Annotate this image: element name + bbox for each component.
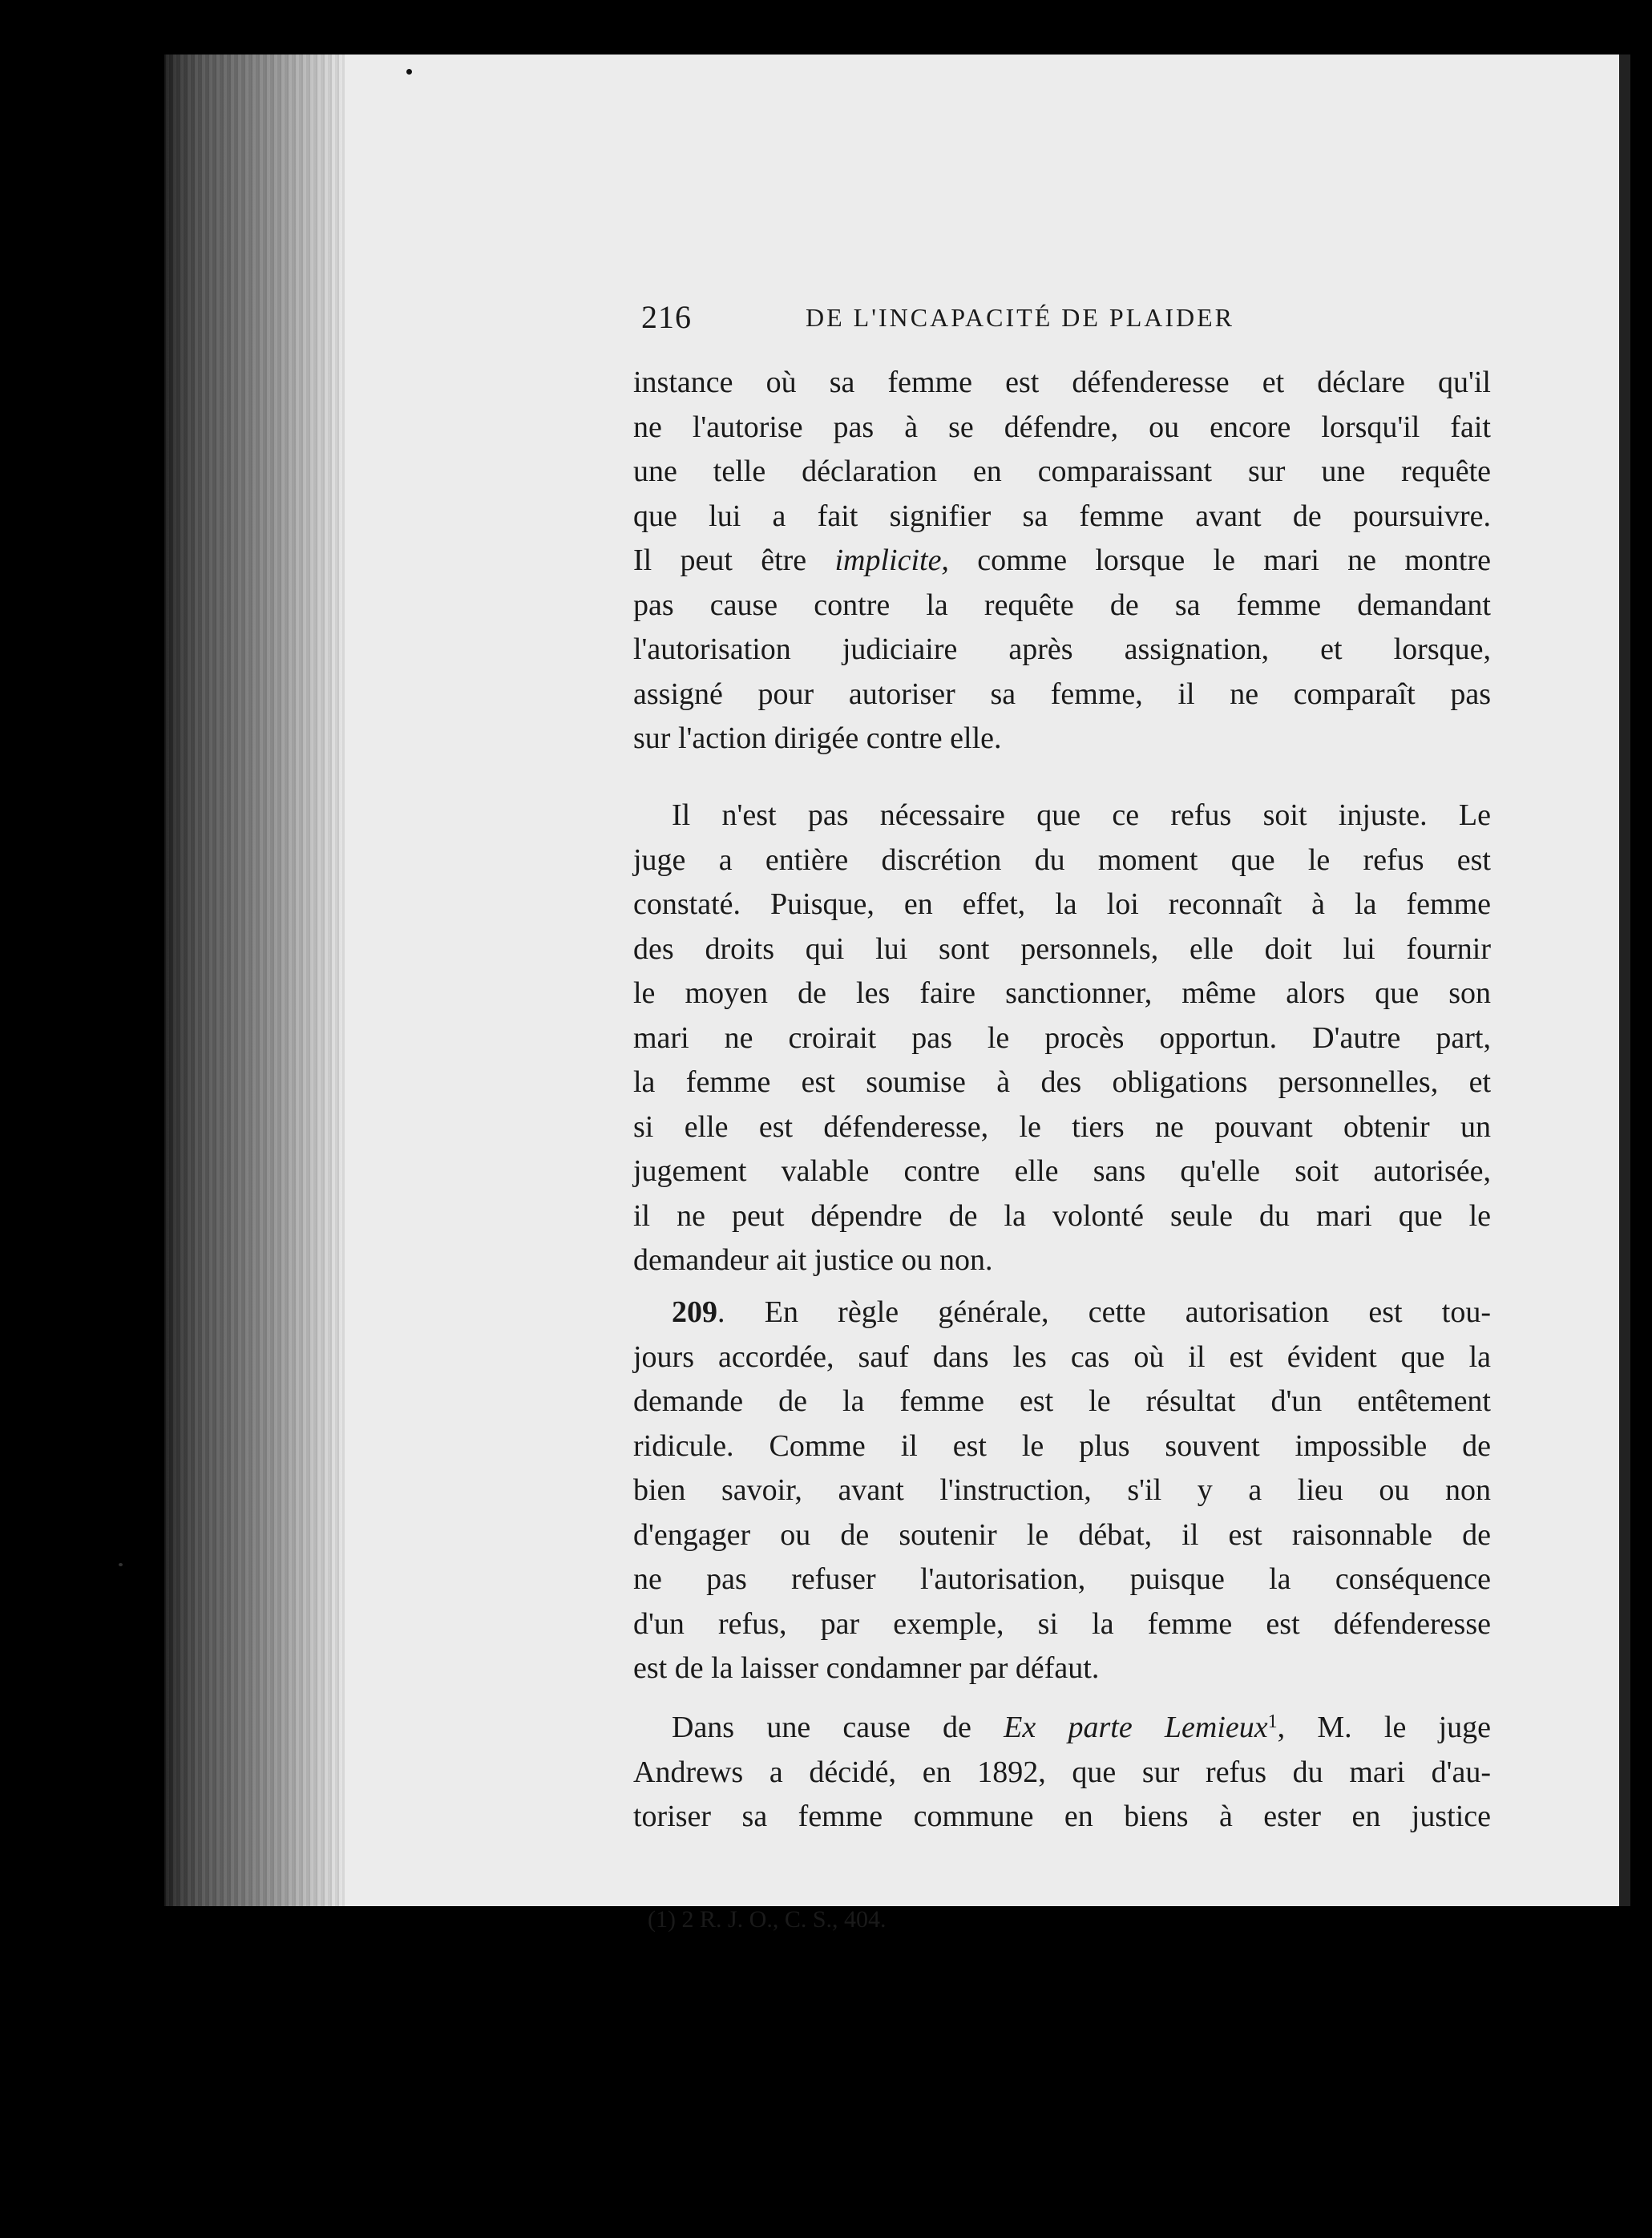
text-line: instance où sa femme est défenderesse et déclare qu'il bbox=[633, 366, 1491, 399]
page-right-edge bbox=[1619, 55, 1630, 1906]
text-line: ne l'autorise pas à se défendre, ou encore lorsqu'il fait bbox=[633, 410, 1491, 444]
text-segment: comme lorsque le mari ne montre bbox=[948, 543, 1491, 577]
text-line: jugement valable contre elle sans qu'elle soit autorisée, bbox=[633, 1154, 1491, 1188]
text-line: la femme est soumise à des obligations personnelles, et bbox=[633, 1065, 1491, 1099]
text-line: que lui a fait signifier sa femme avant de poursuivre. bbox=[633, 499, 1491, 533]
text-line: demande de la femme est le résultat d'un entêtement bbox=[633, 1384, 1491, 1418]
dust-speck bbox=[119, 1563, 123, 1566]
text-line: juge a entière discrétion du moment que le refus est bbox=[633, 842, 1491, 877]
text-line bbox=[633, 1291, 1491, 1335]
text-segment: , M. le juge bbox=[1277, 1711, 1491, 1744]
page-number: 216 bbox=[641, 299, 692, 335]
text-segment: Dans une cause de bbox=[672, 1711, 1004, 1744]
text-line: des droits qui lui sont personnels, elle doit lui fournir bbox=[633, 931, 1491, 966]
paragraph-2 bbox=[633, 794, 1491, 1283]
text-line: jours accordée, sauf dans les cas où il est évident que la bbox=[633, 1339, 1491, 1374]
text-line: ridicule. Comme il est le plus souvent impossible de bbox=[633, 1428, 1491, 1463]
text-line: si elle est défenderesse, le tiers ne pouvant obtenir un bbox=[633, 1109, 1491, 1144]
text-line: constaté. Puisque, en effet, la loi reconnaît à la femme bbox=[633, 887, 1491, 921]
paragraph-4 bbox=[633, 1706, 1491, 1840]
text-segment: . En règle générale, cette autorisation est tou- bbox=[717, 1295, 1491, 1329]
text-line: l'autorisation judiciaire après assignation, et lorsque, bbox=[633, 632, 1491, 666]
text-line: il ne peut dépendre de la volonté seule du mari que le bbox=[633, 1198, 1491, 1233]
page-header bbox=[641, 298, 1491, 346]
text-line: le moyen de les faire sanctionner, même alors que son bbox=[633, 976, 1491, 1010]
paragraph-section-209 bbox=[633, 1291, 1491, 1691]
case-name: Ex parte Lemieux bbox=[1004, 1711, 1268, 1744]
text-line: ne pas refuser l'autorisation, puisque la conséquence bbox=[633, 1562, 1491, 1596]
text-line: toriser sa femme commune en biens à ester en justice bbox=[633, 1800, 1491, 1833]
text-line: est de la laisser condamner par défaut. bbox=[633, 1651, 1100, 1685]
text-line: demandeur ait justice ou non. bbox=[633, 1243, 993, 1277]
gutter-streaks bbox=[164, 55, 353, 1906]
text-line: bien savoir, avant l'instruction, s'il y a lieu ou non bbox=[633, 1473, 1491, 1507]
footnote-marker: 1 bbox=[1267, 1711, 1278, 1732]
paragraph-1 bbox=[633, 361, 1491, 761]
text-line: Il n'est pas nécessaire que ce refus soit injuste. Le bbox=[672, 798, 1491, 832]
text-line: une telle déclaration en comparaissant sur une requête bbox=[633, 454, 1491, 488]
text-line: d'engager ou de soutenir le débat, il est raisonnable de bbox=[633, 1517, 1491, 1552]
dust-speck bbox=[406, 69, 412, 75]
text-line: mari ne croirait pas le procès opportun. D'autre part, bbox=[633, 1020, 1491, 1055]
text-line: d'un refus, par exemple, si la femme est défenderesse bbox=[633, 1606, 1491, 1641]
text-line: pas cause contre la requête de sa femme demandant bbox=[633, 588, 1491, 622]
text-segment: Il peut être bbox=[633, 543, 835, 577]
text-line bbox=[633, 1706, 1491, 1751]
text-line bbox=[633, 539, 1491, 584]
text-line: assigné pour autoriser sa femme, il ne comparaît pas bbox=[633, 677, 1491, 711]
text-line: Andrews a décidé, en 1892, que sur refus du mari d'au- bbox=[633, 1755, 1491, 1789]
italic-term: implicite, bbox=[834, 543, 949, 577]
text-line: sur l'action dirigée contre elle. bbox=[633, 721, 1002, 755]
footnote: (1) 2 R. J. O., C. S., 404. bbox=[648, 1906, 887, 1933]
running-head: DE L'INCAPACITÉ DE PLAIDER bbox=[806, 303, 1235, 332]
section-number: 209 bbox=[672, 1295, 717, 1329]
